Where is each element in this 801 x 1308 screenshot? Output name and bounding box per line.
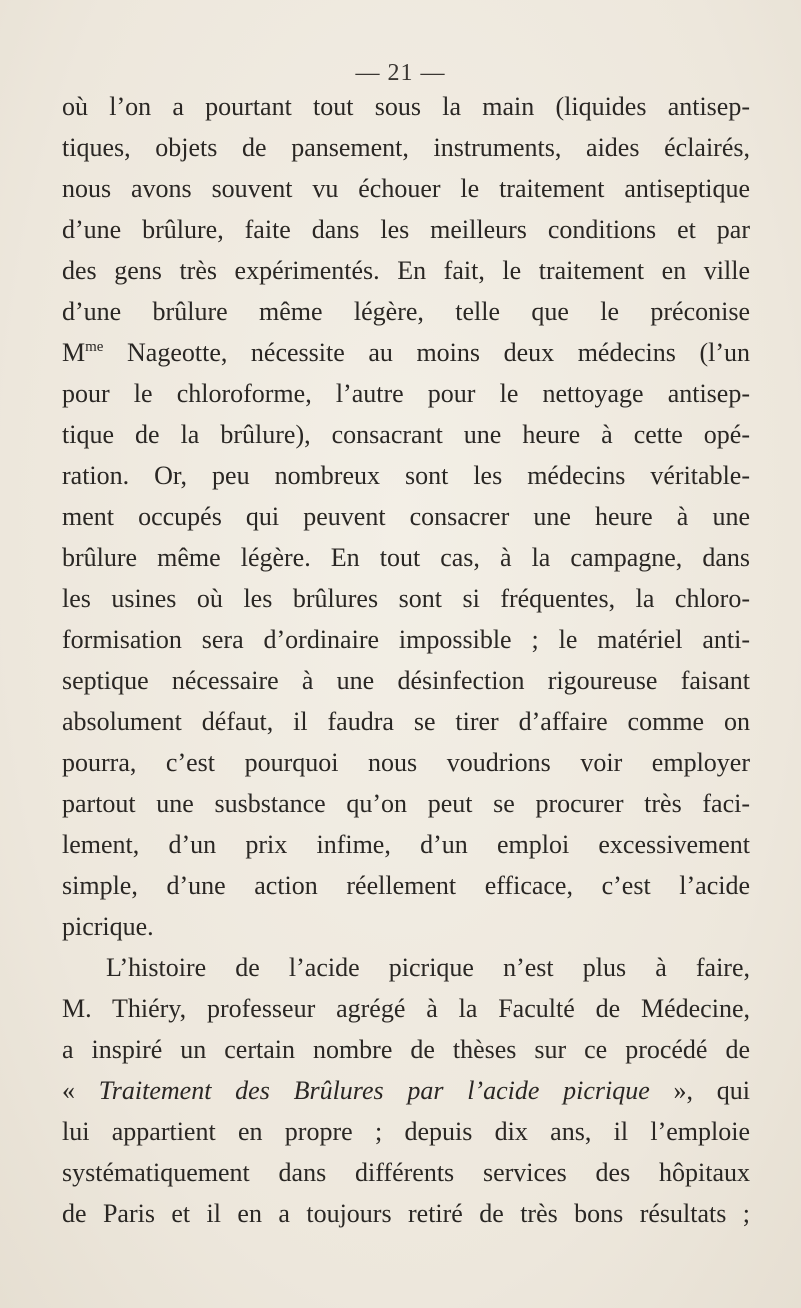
text-line: L’histoire de l’acide picrique n’est plus à faire, (106, 953, 750, 982)
text-line: d’une brûlure même légère, telle que le préconise (62, 297, 750, 326)
text-line: absolument défaut, il faudra se tirer d’affaire comme on (62, 707, 750, 736)
text-line: simple, d’une action réellement efficace, c’est l’acide (62, 871, 750, 900)
italic-title: Traitement des Brûlures par l’acide picrique (98, 1076, 650, 1105)
text-line: septique nécessaire à une désinfection rigoureuse faisant (62, 666, 750, 695)
body-text (62, 86, 750, 1234)
text-line: lui appartient en propre ; depuis dix ans, il l’emploie (62, 1117, 750, 1146)
text-line: partout une susbstance qu’on peut se procurer très faci- (62, 789, 750, 818)
superscript-abbreviation: me (85, 339, 104, 355)
page-number: — 21 — (355, 60, 446, 86)
text-line: où l’on a pourtant tout sous la main (liquides antisep- (62, 92, 750, 121)
text-line: systématiquement dans différents services des hôpitaux (62, 1158, 750, 1187)
text-line: M. Thiéry, professeur agrégé à la Faculté de Médecine, (62, 994, 750, 1023)
text-fragment: M (62, 338, 86, 367)
text-line: tiques, objets de pansement, instruments, aides éclairés, (62, 133, 750, 162)
text-line (62, 1070, 750, 1111)
text-line: ration. Or, peu nombreux sont les médecins véritable- (62, 461, 750, 490)
text-line: les usines où les brûlures sont si fréquentes, la chloro- (62, 584, 750, 613)
text-line: a inspiré un certain nombre de thèses sur ce procédé de (62, 1035, 750, 1064)
text-line: picrique. (62, 912, 154, 941)
text-line: de Paris et il en a toujours retiré de très bons résultats ; (62, 1199, 750, 1228)
text-line: pourra, c’est pourquoi nous voudrions voir employer (62, 748, 750, 777)
text-fragment: », qui (649, 1076, 750, 1105)
text-line: formisation sera d’ordinaire impossible ; le matériel anti- (62, 625, 750, 654)
text-line: ment occupés qui peuvent consacrer une heure à une (62, 502, 750, 531)
text-fragment: « (62, 1076, 99, 1105)
text-line: nous avons souvent vu échouer le traitement antiseptique (62, 174, 750, 203)
text-line: tique de la brûlure), consacrant une heure à cette opé- (62, 420, 750, 449)
text-line: d’une brûlure, faite dans les meilleurs conditions et par (62, 215, 750, 244)
text-fragment: Nageotte, nécessite au moins deux médecins (l’un (103, 338, 750, 367)
text-line: brûlure même légère. En tout cas, à la campagne, dans (62, 543, 750, 572)
text-line (62, 332, 750, 373)
text-line: lement, d’un prix infime, d’un emploi excessivement (62, 830, 750, 859)
text-line: pour le chloroforme, l’autre pour le nettoyage antisep- (62, 379, 750, 408)
text-line: des gens très expérimentés. En fait, le traitement en ville (62, 256, 750, 285)
